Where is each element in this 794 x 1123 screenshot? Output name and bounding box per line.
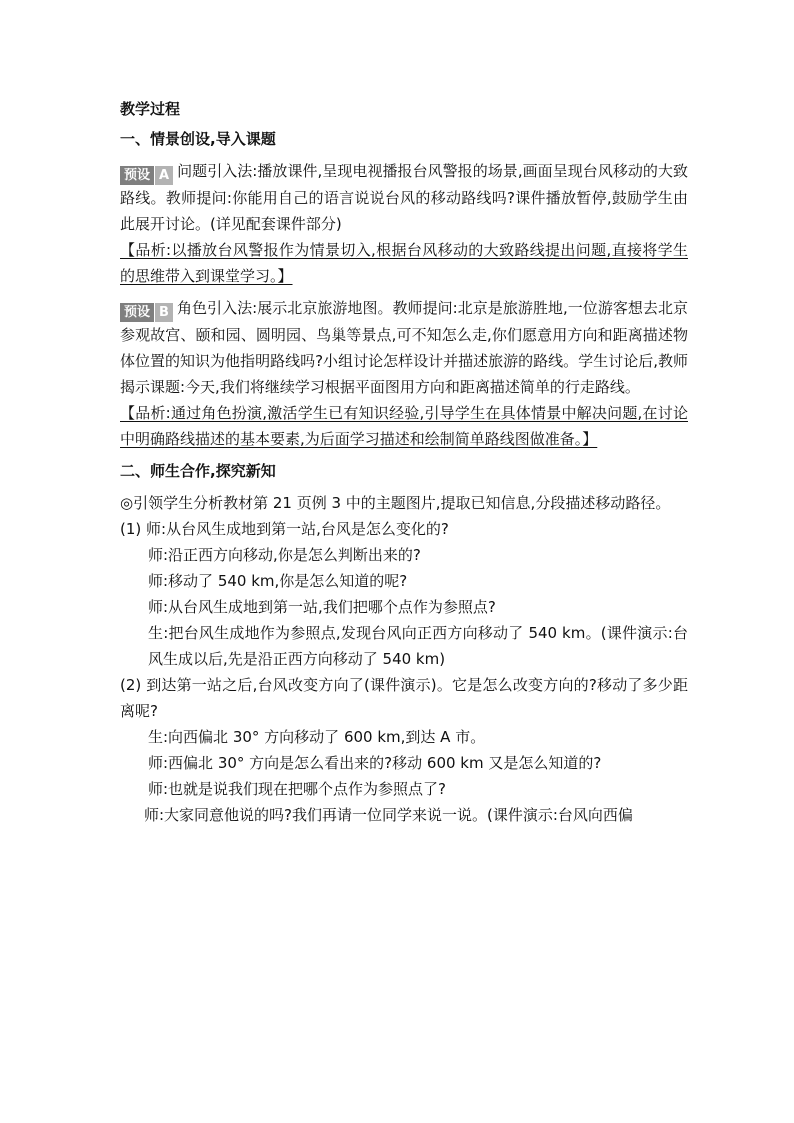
preset-a-analysis: 【品析:以播放台风警报作为情景切入,根据台风移动的大致路线提出问题,直接将学生的思维带入到课堂学习。】 (120, 241, 688, 285)
preset-b-text: 角色引入法:展示北京旅游地图。教师提问:北京是旅游胜地,一位游客想去北京参观故宫、颐和园、圆明园、鸟巢等景点,可不知怎么走,你们愿意用方向和距离描述物体位置的知识为他指明路线吗?小组讨论怎样设计并描述旅游的路线。学生讨论后,教师揭示课题:今天,我们将继续学习根据平面图用方向和距离描述简单的行走路线。 (120, 299, 688, 396)
item2-answer1: 生:向西偏北 30° 方向移动了 600 km,到达 A 市。 (148, 728, 486, 746)
preset-a-badge (120, 166, 173, 185)
item1-question4: 师:从台风生成地到第一站,我们把哪个点作为参照点? (148, 598, 496, 616)
item2-question1: (2) 到达第一站之后,台风改变方向了(课件演示)。它是怎么改变方向的?移动了多少距离呢? (120, 676, 688, 720)
section2-heading: 二、师生合作,探究新知 (120, 462, 276, 480)
preset-a-paragraph (120, 158, 688, 237)
preset-b-analysis: 【品析:通过角色扮演,激活学生已有知识经验,引导学生在具体情景中解决问题,在讨论中明确路线描述的基本要素,为后面学习描述和绘制简单路线图做准备。】 (120, 404, 688, 448)
item1-question1: (1) 师:从台风生成地到第一站,台风是怎么变化的? (120, 520, 449, 538)
document-page (120, 96, 688, 828)
preset-b-badge (120, 303, 173, 322)
preset-badge-label: 预设 (120, 166, 154, 185)
preset-badge-label: 预设 (120, 303, 154, 322)
item1-question3: 师:移动了 540 km,你是怎么知道的呢? (148, 572, 408, 590)
doc-title: 教学过程 (120, 100, 181, 118)
item2-question4: 师:大家同意他说的吗?我们再请一位同学来说一说。(课件演示:台风向西偏 (144, 806, 633, 824)
item2-question3: 师:也就是说我们现在把哪个点作为参照点了? (148, 780, 447, 798)
section2-intro: ◎引领学生分析教材第 21 页例 3 中的主题图片,提取已知信息,分段描述移动路径。 (120, 494, 671, 512)
preset-a-text: 问题引入法:播放课件,呈现电视播报台风警报的场景,画面呈现台风移动的大致路线。教师提问:你能用自己的语言说说台风的移动路线吗?课件播放暂停,鼓励学生由此展开讨论。(详见配套课件部分) (120, 162, 688, 233)
preset-b-paragraph (120, 295, 688, 400)
preset-badge-letter: B (155, 303, 173, 322)
item1-question2: 师:沿正西方向移动,你是怎么判断出来的? (148, 546, 421, 564)
preset-badge-letter: A (155, 166, 173, 185)
item2-question2: 师:西偏北 30° 方向是怎么看出来的?移动 600 km 又是怎么知道的? (148, 754, 602, 772)
item1-answer1: 生:把台风生成地作为参照点,发现台风向正西方向移动了 540 km。(课件演示:台风生成以后,先是沿正西方向移动了 540 km) (148, 624, 688, 668)
section1-heading: 一、情景创设,导入课题 (120, 130, 276, 148)
